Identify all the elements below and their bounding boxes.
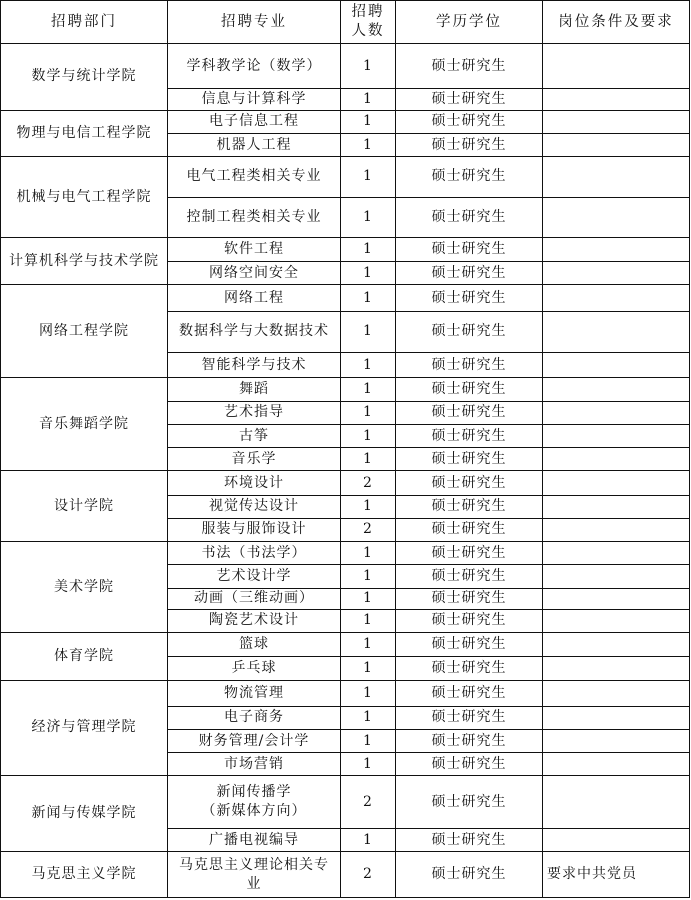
- table-row: [1, 680, 690, 706]
- requirement-cell: [543, 197, 690, 237]
- dept-cell: 机械与电气工程学院: [1, 157, 168, 238]
- major-cell: 新闻传播学 （新媒体方向）: [168, 776, 341, 829]
- requirement-cell: [543, 262, 690, 285]
- degree-cell: 硕士研究生: [396, 424, 543, 447]
- dept-cell: 体育学院: [1, 633, 168, 680]
- count-cell: 1: [341, 378, 396, 401]
- requirement-cell: [543, 609, 690, 632]
- degree-cell: 硕士研究生: [396, 680, 543, 706]
- dept-cell: 音乐舞蹈学院: [1, 378, 168, 471]
- degree-cell: 硕士研究生: [396, 609, 543, 632]
- requirement-cell: [543, 89, 690, 110]
- degree-cell: 硕士研究生: [396, 518, 543, 541]
- count-cell: 1: [341, 262, 396, 285]
- count-cell: 1: [341, 448, 396, 471]
- count-cell: 1: [341, 353, 396, 378]
- major-cell: 动画（三维动画）: [168, 588, 341, 609]
- count-cell: 1: [341, 565, 396, 588]
- requirement-cell: [543, 706, 690, 729]
- count-cell: 1: [341, 753, 396, 776]
- degree-cell: 硕士研究生: [396, 238, 543, 262]
- requirement-cell: [543, 471, 690, 495]
- degree-cell: 硕士研究生: [396, 852, 543, 898]
- table-row: [1, 157, 690, 197]
- count-cell: 1: [341, 44, 396, 89]
- major-cell: 财务管理/会计学: [168, 730, 341, 753]
- header-degree: 学历学位: [396, 1, 543, 44]
- table-row: [1, 471, 690, 495]
- count-cell: 1: [341, 424, 396, 447]
- major-cell: 物流管理: [168, 680, 341, 706]
- degree-cell: 硕士研究生: [396, 110, 543, 133]
- count-cell: 1: [341, 680, 396, 706]
- degree-cell: 硕士研究生: [396, 157, 543, 197]
- requirement-cell: [543, 378, 690, 401]
- major-cell: 学科教学论（数学）: [168, 44, 341, 89]
- degree-cell: 硕士研究生: [396, 471, 543, 495]
- degree-cell: 硕士研究生: [396, 706, 543, 729]
- degree-cell: 硕士研究生: [396, 633, 543, 657]
- major-cell: 控制工程类相关专业: [168, 197, 341, 237]
- count-cell: 1: [341, 495, 396, 518]
- dept-cell: 数学与统计学院: [1, 44, 168, 111]
- major-cell: 艺术指导: [168, 401, 341, 424]
- count-cell: 1: [341, 633, 396, 657]
- dept-cell: 物理与电信工程学院: [1, 110, 168, 156]
- major-cell: 广播电视编导: [168, 829, 341, 852]
- count-cell: 1: [341, 542, 396, 565]
- requirement-cell: [543, 565, 690, 588]
- requirement-cell: [543, 776, 690, 829]
- table-row: [1, 776, 690, 829]
- dept-cell: 马克思主义学院: [1, 852, 168, 898]
- requirement-cell: [543, 157, 690, 197]
- count-cell: 2: [341, 776, 396, 829]
- major-cell: 马克思主义理论相关专业: [168, 852, 341, 898]
- degree-cell: 硕士研究生: [396, 401, 543, 424]
- header-dept: 招聘部门: [1, 1, 168, 44]
- table-row: [1, 633, 690, 657]
- major-cell: 舞蹈: [168, 378, 341, 401]
- degree-cell: 硕士研究生: [396, 657, 543, 680]
- major-cell: 电子信息工程: [168, 110, 341, 133]
- dept-cell: 经济与管理学院: [1, 680, 168, 776]
- degree-cell: 硕士研究生: [396, 353, 543, 378]
- requirement-cell: [543, 518, 690, 541]
- degree-cell: 硕士研究生: [396, 495, 543, 518]
- major-cell: 环境设计: [168, 471, 341, 495]
- degree-cell: 硕士研究生: [396, 285, 543, 311]
- major-cell: 数据科学与大数据技术: [168, 311, 341, 352]
- count-cell: 1: [341, 311, 396, 352]
- count-cell: 1: [341, 89, 396, 110]
- requirement-cell: [543, 238, 690, 262]
- major-cell: 智能科学与技术: [168, 353, 341, 378]
- count-cell: 1: [341, 706, 396, 729]
- degree-cell: 硕士研究生: [396, 44, 543, 89]
- requirement-cell: [543, 588, 690, 609]
- count-cell: 1: [341, 285, 396, 311]
- requirement-cell: [543, 44, 690, 89]
- degree-cell: 硕士研究生: [396, 378, 543, 401]
- major-cell: 软件工程: [168, 238, 341, 262]
- requirement-cell: [543, 401, 690, 424]
- degree-cell: 硕士研究生: [396, 262, 543, 285]
- count-cell: 1: [341, 609, 396, 632]
- degree-cell: 硕士研究生: [396, 776, 543, 829]
- count-cell: 1: [341, 730, 396, 753]
- degree-cell: 硕士研究生: [396, 753, 543, 776]
- requirement-cell: [543, 110, 690, 133]
- requirement-cell: [543, 829, 690, 852]
- requirement-cell: [543, 448, 690, 471]
- major-cell: 陶瓷艺术设计: [168, 609, 341, 632]
- header-row: [1, 1, 690, 44]
- requirement-cell: [543, 495, 690, 518]
- degree-cell: 硕士研究生: [396, 542, 543, 565]
- count-cell: 2: [341, 471, 396, 495]
- major-cell: 古筝: [168, 424, 341, 447]
- degree-cell: 硕士研究生: [396, 197, 543, 237]
- requirement-cell: [543, 133, 690, 156]
- dept-cell: 美术学院: [1, 542, 168, 633]
- requirement-cell: [543, 657, 690, 680]
- requirement-cell: [543, 730, 690, 753]
- requirement-cell: [543, 424, 690, 447]
- degree-cell: 硕士研究生: [396, 588, 543, 609]
- major-cell: 网络空间安全: [168, 262, 341, 285]
- table-row: [1, 238, 690, 262]
- table-row: [1, 44, 690, 89]
- major-cell: 电气工程类相关专业: [168, 157, 341, 197]
- count-cell: 1: [341, 133, 396, 156]
- count-cell: 1: [341, 401, 396, 424]
- requirement-cell: [543, 680, 690, 706]
- major-cell: 电子商务: [168, 706, 341, 729]
- major-cell: 市场营销: [168, 753, 341, 776]
- requirement-cell: [543, 285, 690, 311]
- major-cell: 篮球: [168, 633, 341, 657]
- header-count: 招聘 人数: [341, 1, 396, 44]
- dept-cell: 设计学院: [1, 471, 168, 542]
- requirement-cell: [543, 633, 690, 657]
- requirement-cell: [543, 353, 690, 378]
- degree-cell: 硕士研究生: [396, 448, 543, 471]
- major-cell: 音乐学: [168, 448, 341, 471]
- requirement-cell: [543, 753, 690, 776]
- requirement-cell: 要求中共党员: [543, 852, 690, 898]
- major-cell: 艺术设计学: [168, 565, 341, 588]
- count-cell: 1: [341, 238, 396, 262]
- major-cell: 网络工程: [168, 285, 341, 311]
- requirement-cell: [543, 542, 690, 565]
- degree-cell: 硕士研究生: [396, 311, 543, 352]
- count-cell: 1: [341, 657, 396, 680]
- degree-cell: 硕士研究生: [396, 89, 543, 110]
- count-cell: 1: [341, 588, 396, 609]
- major-cell: 机器人工程: [168, 133, 341, 156]
- table-row: [1, 852, 690, 898]
- dept-cell: 新闻与传媒学院: [1, 776, 168, 852]
- count-cell: 2: [341, 518, 396, 541]
- table-row: [1, 285, 690, 311]
- header-requirements: 岗位条件及要求: [543, 1, 690, 44]
- major-cell: 信息与计算科学: [168, 89, 341, 110]
- requirement-cell: [543, 311, 690, 352]
- major-cell: 服装与服饰设计: [168, 518, 341, 541]
- major-cell: 视觉传达设计: [168, 495, 341, 518]
- count-cell: 1: [341, 829, 396, 852]
- count-cell: 2: [341, 852, 396, 898]
- count-cell: 1: [341, 197, 396, 237]
- table-row: [1, 110, 690, 133]
- degree-cell: 硕士研究生: [396, 829, 543, 852]
- degree-cell: 硕士研究生: [396, 730, 543, 753]
- dept-cell: 计算机科学与技术学院: [1, 238, 168, 285]
- major-cell: 乒乓球: [168, 657, 341, 680]
- degree-cell: 硕士研究生: [396, 565, 543, 588]
- count-cell: 1: [341, 157, 396, 197]
- header-major: 招聘专业: [168, 1, 341, 44]
- table-row: [1, 542, 690, 565]
- dept-cell: 网络工程学院: [1, 285, 168, 378]
- degree-cell: 硕士研究生: [396, 133, 543, 156]
- table-row: [1, 378, 690, 401]
- major-cell: 书法（书法学）: [168, 542, 341, 565]
- count-cell: 1: [341, 110, 396, 133]
